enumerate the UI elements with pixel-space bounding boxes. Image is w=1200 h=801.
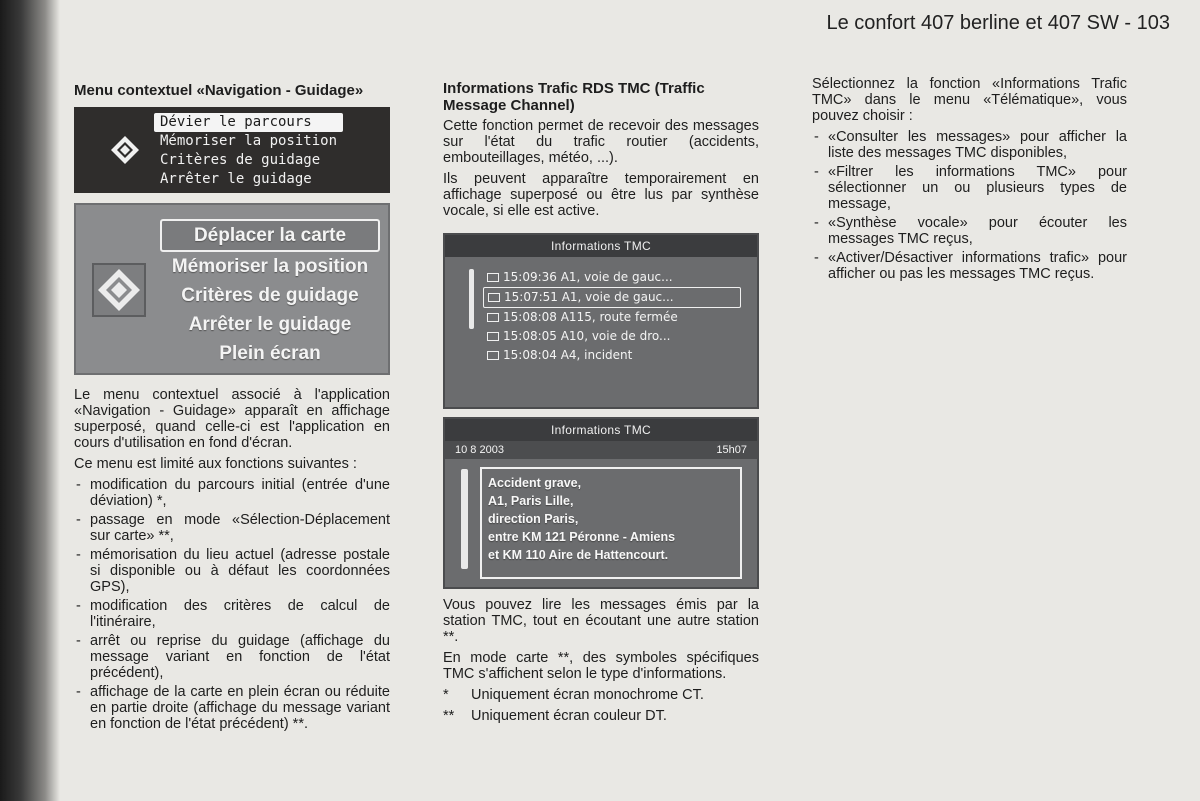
envelope-icon (487, 351, 499, 360)
monochrome-context-menu (74, 107, 390, 193)
envelope-icon (487, 313, 499, 322)
navigation-arrows-icon (92, 263, 146, 317)
menu-item-deplacer-carte[interactable]: Déplacer la carte (160, 219, 380, 252)
section-heading-navigation: Menu contextuel «Navigation - Guidage» (74, 82, 364, 99)
screen-title: Informations TMC (445, 235, 757, 257)
paragraph: Ce menu est limité aux fonctions suivantes : (74, 456, 357, 472)
list-item[interactable]: 15:09:36 A1, voie de gauc... (483, 268, 741, 287)
section-heading-tmc: Informations Trafic RDS TMC (Traffic Message Channel) (443, 80, 705, 114)
message-line: Accident grave, (488, 476, 582, 490)
menu-item-criteres-guidage[interactable]: Critères de guidage (160, 152, 321, 168)
date-display: 10 8 2003 (455, 444, 504, 456)
footnote (443, 708, 759, 724)
tmc-message-detail (480, 467, 742, 579)
envelope-icon (488, 293, 500, 302)
tmc-message-list (483, 268, 741, 365)
list-item: - modification des critères de calcul de l'itinéraire, (74, 598, 390, 630)
paragraph: Ils peuvent apparaître temporairement en affichage superposé ou être lus par synthèse vocale, si elle est active. (443, 171, 759, 219)
navigation-arrows-icon (110, 135, 140, 165)
paragraph: Cette fonction permet de recevoir des messages sur l'état du trafic routier (accidents, embouteillages, météo, ...). (443, 118, 759, 166)
tmc-message-detail-screen (443, 417, 759, 589)
time-display: 15h07 (716, 444, 747, 456)
screen-title: Informations TMC (445, 419, 757, 441)
list-item[interactable]: 15:07:51 A1, voie de gauc... (483, 287, 741, 308)
menu-item-arreter-guidage[interactable]: Arrêter le guidage (188, 314, 352, 335)
list-item: - «Activer/Désactiver informations trafic» pour afficher ou pas les messages TMC reçus. (812, 250, 1127, 282)
message-line: direction Paris, (488, 512, 579, 526)
tmc-function-list (812, 129, 1127, 282)
list-item[interactable]: 15:08:04 A4, incident (483, 346, 741, 365)
footnote-mark: * (443, 687, 449, 703)
envelope-icon (487, 332, 499, 341)
list-item: - «Consulter les messages» pour afficher la liste des messages TMC disponibles, (812, 129, 1127, 161)
menu-item-arreter-guidage[interactable]: Arrêter le guidage (160, 171, 312, 187)
paragraph: Sélectionnez la fonction «Informations Trafic TMC» dans le menu «Télématique», vous pouvez choisir : (812, 76, 1127, 124)
list-item[interactable]: 15:08:08 A115, route fermée (483, 308, 741, 327)
footnote-text: Uniquement écran monochrome CT. (471, 687, 704, 703)
list-item: - «Synthèse vocale» pour écouter les messages TMC reçus, (812, 215, 1127, 247)
menu-item-criteres-guidage[interactable]: Critères de guidage (181, 285, 359, 306)
paragraph: Le menu contextuel associé à l'application «Navigation - Guidage» apparaît en affichage superposé, quand celle-ci est l'application en cours d'utilisation en fond d'écran. (74, 387, 390, 451)
list-item: - mémorisation du lieu actuel (adresse postale si disponible ou à défaut les coordonnées GPS), (74, 547, 390, 595)
paragraph: En mode carte **, des symboles spécifiques TMC s'affichent selon le type d'informations. (443, 650, 759, 682)
message-line: entre KM 121 Péronne - Amiens (488, 530, 676, 544)
column-tmc-info (443, 80, 759, 729)
tmc-message-list-screen (443, 233, 759, 409)
scrollbar[interactable] (469, 269, 474, 329)
date-time-bar (445, 441, 757, 459)
message-line: A1, Paris Lille, (488, 494, 574, 508)
menu-item-memoriser-position[interactable]: Mémoriser la position (171, 256, 369, 277)
list-item: - affichage de la carte en plein écran ou réduite en partie droite (affichage du message variant en fonction de l'état précédent) **. (74, 684, 390, 732)
book-spine-shadow (0, 0, 60, 801)
envelope-icon (487, 273, 499, 282)
column-tmc-functions (812, 76, 1127, 285)
function-list (74, 477, 390, 732)
list-item: - modification du parcours initial (entrée d'une déviation) *, (74, 477, 390, 509)
footnote (443, 687, 759, 703)
list-item: - passage en mode «Sélection-Déplacement sur carte» **, (74, 512, 390, 544)
footnote-mark: ** (443, 708, 455, 724)
list-item[interactable]: 15:08:05 A10, voie de dro... (483, 327, 741, 346)
scrollbar[interactable] (461, 469, 468, 569)
page-header: Le confort 407 berline et 407 SW - 103 (826, 12, 1170, 34)
message-line: et KM 110 Aire de Hattencourt. (488, 548, 669, 562)
color-context-menu (74, 203, 390, 375)
menu-item-plein-ecran[interactable]: Plein écran (219, 343, 321, 364)
footnote-text: Uniquement écran couleur DT. (471, 708, 667, 724)
list-item: - arrêt ou reprise du guidage (affichage du message variant en fonction de l'état précédent), (74, 633, 390, 681)
menu-item-memoriser-position[interactable]: Mémoriser la position (160, 133, 338, 149)
menu-item-devier-parcours[interactable]: Dévier le parcours (154, 113, 343, 132)
paragraph: Vous pouvez lire les messages émis par la station TMC, tout en écoutant une autre station **. (443, 597, 759, 645)
column-navigation-menu (74, 82, 390, 735)
list-item: - «Filtrer les informations TMC» pour sélectionner un ou plusieurs types de message, (812, 164, 1127, 212)
